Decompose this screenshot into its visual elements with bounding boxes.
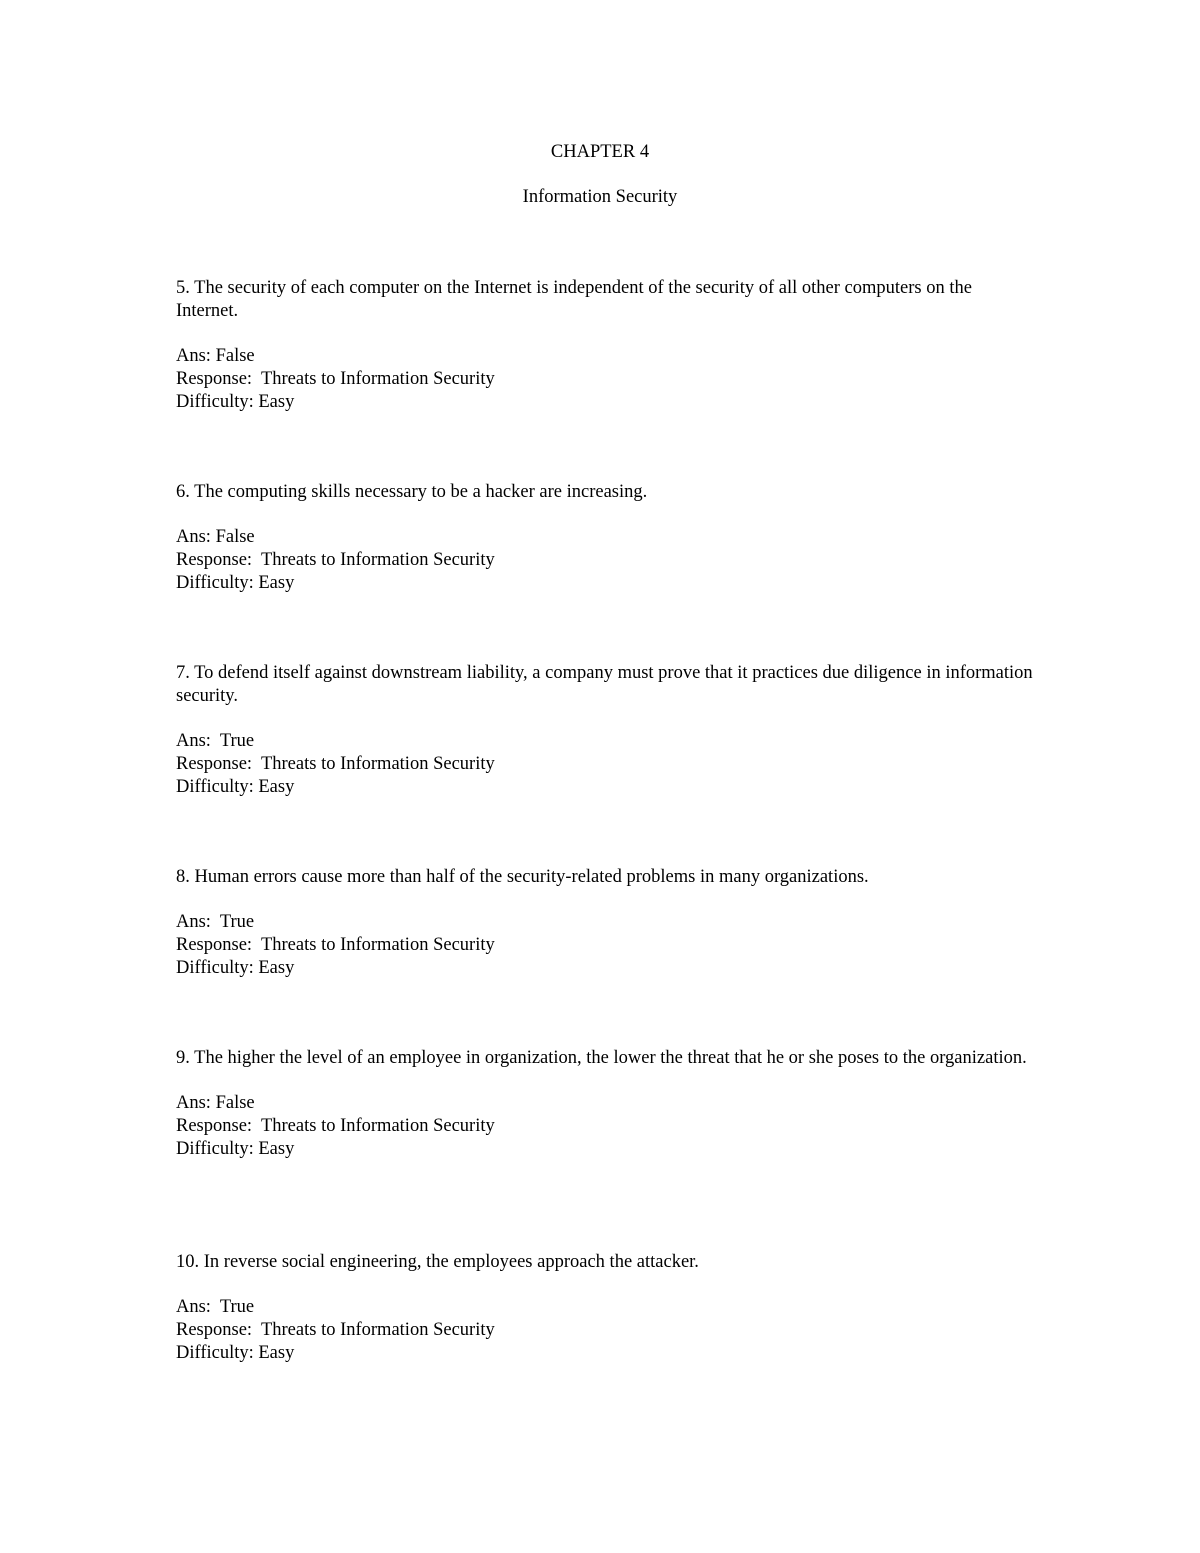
answer-block <box>176 345 1036 414</box>
question-item <box>176 277 1036 414</box>
answer-difficulty: Difficulty: Easy <box>176 392 295 412</box>
answer-block <box>176 911 1036 980</box>
answer-response: Response: Threats to Information Security <box>176 369 495 389</box>
answer-response: Response: Threats to Information Security <box>176 754 495 774</box>
question-item <box>176 481 1036 595</box>
question-text: 5. The security of each computer on the Internet is independent of the security of all other computers on the Internet. <box>176 278 972 321</box>
answer-difficulty: Difficulty: Easy <box>176 573 295 593</box>
answer-value: Ans: False <box>176 1093 255 1113</box>
question-text: 6. The computing skills necessary to be a hacker are increasing. <box>176 482 648 502</box>
question-text: 10. In reverse social engineering, the employees approach the attacker. <box>176 1252 699 1272</box>
question-item <box>176 866 1036 980</box>
question-item <box>176 1251 1036 1365</box>
answer-value: Ans: False <box>176 527 255 547</box>
question-text: 9. The higher the level of an employee in organization, the lower the threat that he or she poses to the organization. <box>176 1048 1027 1068</box>
answer-value: Ans: True <box>176 1297 255 1317</box>
answer-difficulty: Difficulty: Easy <box>176 777 295 797</box>
question-item <box>176 1047 1036 1161</box>
answer-value: Ans: False <box>176 346 255 366</box>
answer-block <box>176 526 1036 595</box>
answer-difficulty: Difficulty: Easy <box>176 958 295 978</box>
answer-response: Response: Threats to Information Security <box>176 1320 495 1340</box>
question-text: 8. Human errors cause more than half of the security-related problems in many organizations. <box>176 867 869 887</box>
answer-block <box>176 1296 1036 1365</box>
chapter-title: CHAPTER 4 <box>550 142 650 162</box>
answer-response: Response: Threats to Information Security <box>176 935 495 955</box>
question-text: 7. To defend itself against downstream liability, a company must prove that it practices due diligence in information security. <box>176 663 1033 706</box>
answer-difficulty: Difficulty: Easy <box>176 1139 295 1159</box>
answer-value: Ans: True <box>176 912 255 932</box>
answer-difficulty: Difficulty: Easy <box>176 1343 295 1363</box>
answer-response: Response: Threats to Information Security <box>176 1116 495 1136</box>
question-item <box>176 662 1036 799</box>
answer-value: Ans: True <box>176 731 255 751</box>
answer-response: Response: Threats to Information Security <box>176 550 495 570</box>
answer-block <box>176 730 1036 799</box>
answer-block <box>176 1092 1036 1161</box>
chapter-subtitle: Information Security <box>522 187 678 207</box>
